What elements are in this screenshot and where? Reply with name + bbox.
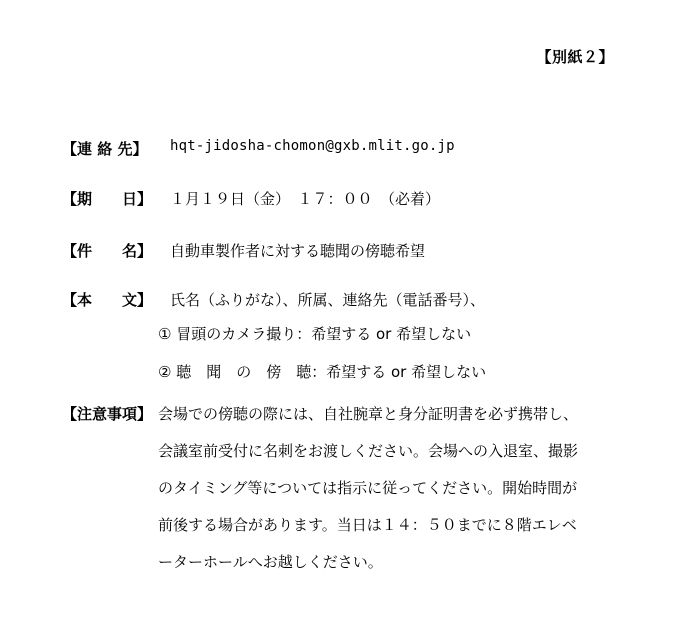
body-value: 氏名（ふりがな）、所属、連絡先（電話番号）、 [170,291,486,309]
notes-label: 【注意事項】 [62,405,153,423]
contact-label: 【連 絡 先】 [62,140,148,158]
notes-line: 会場での傍聴の際には、自社腕章と身分証明書を必ず携帯し、 [158,405,579,423]
notes-line: のタイミング等については指示に従ってください。開始時間が [158,479,578,497]
subject-value: 自動車製作者に対する聴聞の傍聴希望 [170,242,426,260]
body-label: 【本 文】 [62,291,153,309]
appendix-label: 【別紙２】 [536,48,614,66]
body-item-camera: ① 冒頭のカメラ撮り：希望する or 希望しない [158,325,472,343]
body-item-hearing: ② 聴 聞 の 傍 聴：希望する or 希望しない [158,363,487,381]
notes-line: 前後する場合があります。当日は１４：５０までに８階エレベ [158,516,577,534]
notes-line: ーターホールへお越しください。 [158,553,383,571]
notes-body [158,403,622,588]
contact-email: hqt-jidosha-chomon@gxb.mlit.go.jp [170,138,455,154]
deadline-label: 【期 日】 [62,190,153,208]
subject-label: 【件 名】 [62,242,153,260]
deadline-value: １月１９日（金） １７：００ （必着） [170,190,441,208]
notes-line: 会議室前受付に名刺をお渡しください。会場への入退室、撮影 [158,442,579,460]
